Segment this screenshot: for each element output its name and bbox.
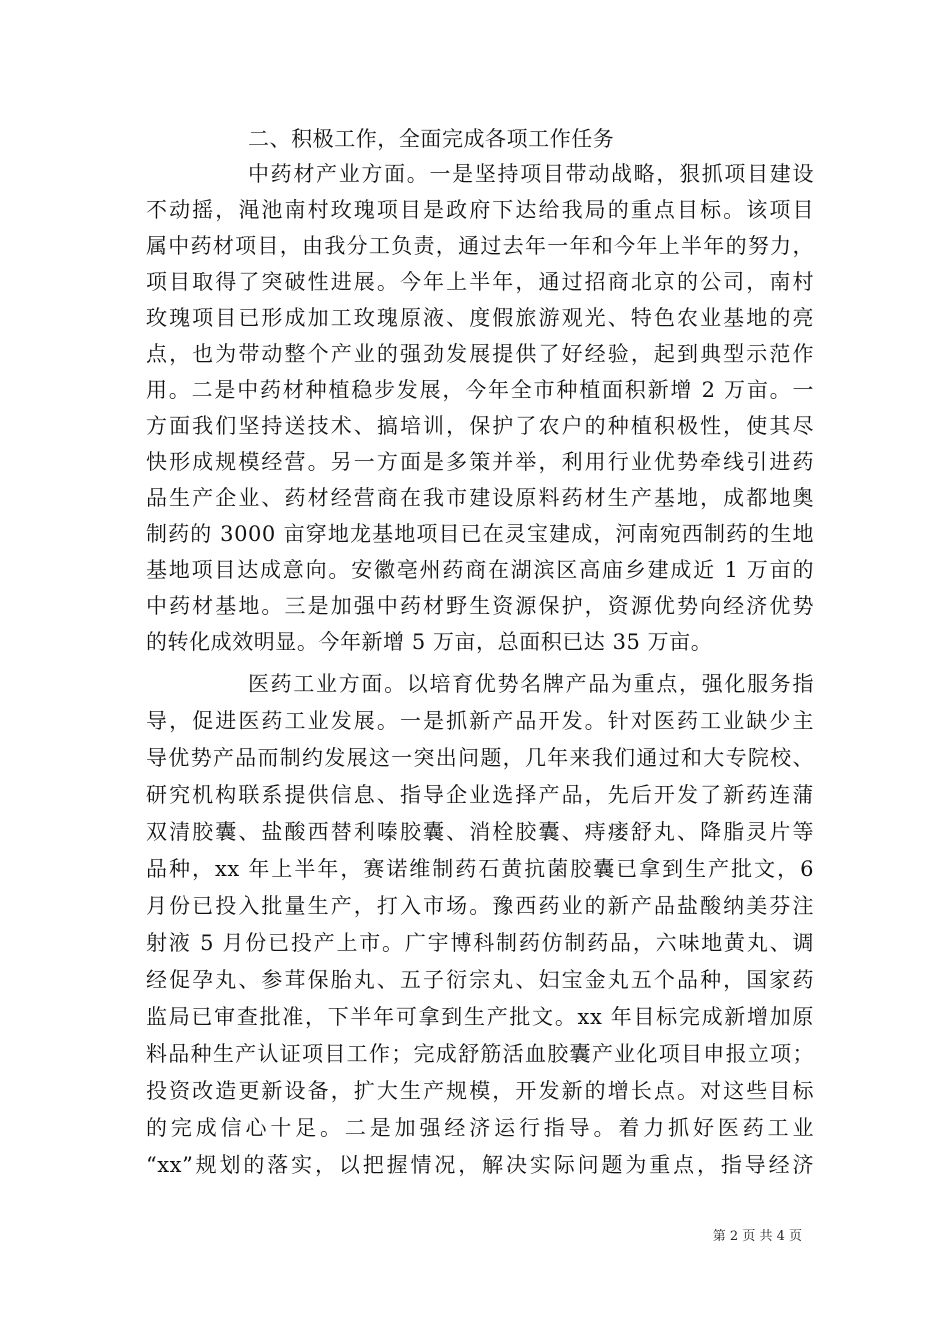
paragraph-line: 的完成信心十足。二是加强经济运行指导。着力抓好医药工业 — [146, 1116, 814, 1140]
paragraph-line: 医药工业方面。以培育优势名牌产品为重点，强化服务指 — [248, 672, 814, 696]
paragraph-line: 不动摇，渑池南村玫瑰项目是政府下达给我局的重点目标。该项目 — [146, 198, 814, 222]
paragraph-line: 投资改造更新设备，扩大生产规模，开发新的增长点。对这些目标 — [146, 1079, 814, 1103]
paragraph-line: 中药材产业方面。一是坚持项目带动战略，狠抓项目建设 — [248, 162, 814, 186]
paragraph-line: 快形成规模经营。另一方面是多策并举，利用行业优势牵线引进药 — [146, 450, 814, 474]
paragraph-line: 的转化成效明显。今年新增 5 万亩，总面积已达 35 万亩。 — [146, 630, 713, 654]
paragraph-line: 用。二是中药材种植稳步发展，今年全市种植面积新增 2 万亩。一 — [146, 378, 814, 402]
paragraph-line: 导，促进医药工业发展。一是抓新产品开发。针对医药工业缺少主 — [146, 709, 814, 733]
paragraph-line: 月份已投入批量生产，打入市场。豫西药业的新产品盐酸纳美芬注 — [146, 894, 814, 918]
paragraph-line: 研究机构联系提供信息、指导企业选择产品，先后开发了新药连蒲 — [146, 783, 814, 807]
section-heading: 二、积极工作，全面完成各项工作任务 — [248, 127, 615, 151]
paragraph-line: 料品种生产认证项目工作；完成舒筋活血胶囊产业化项目申报立项； — [146, 1042, 814, 1066]
paragraph-line: “xx”规划的落实，以把握情况，解决实际问题为重点，指导经济 — [146, 1153, 814, 1177]
paragraph-line: 项目取得了突破性进展。今年上半年，通过招商北京的公司，南村 — [146, 270, 814, 294]
paragraph-line: 品种，xx 年上半年，赛诺维制药石黄抗菌胶囊已拿到生产批文，6 — [146, 857, 814, 881]
page-number-footer: 第 2 页 共 4 页 — [712, 1229, 802, 1244]
paragraph-line: 品生产企业、药材经营商在我市建设原料药材生产基地，成都地奥 — [146, 486, 814, 510]
paragraph-line: 经促孕丸、参茸保胎丸、五子衍宗丸、妇宝金丸五个品种，国家药 — [146, 968, 814, 992]
paragraph-line: 基地项目达成意向。安徽亳州药商在湖滨区高庙乡建成近 1 万亩的 — [146, 558, 814, 582]
paragraph-line: 玫瑰项目已形成加工玫瑰原液、度假旅游观光、特色农业基地的亮 — [146, 306, 814, 330]
paragraph-line: 双清胶囊、盐酸西替利嗪胶囊、消栓胶囊、痔瘘舒丸、降脂灵片等 — [146, 820, 814, 844]
paragraph-line: 中药材基地。三是加强中药材野生资源保护，资源优势向经济优势 — [146, 594, 814, 618]
paragraph-line: 点，也为带动整个产业的强劲发展提供了好经验，起到典型示范作 — [146, 342, 814, 366]
paragraph-line: 监局已审查批准，下半年可拿到生产批文。xx 年目标完成新增加原 — [146, 1005, 814, 1029]
paragraph-line: 方面我们坚持送技术、搞培训，保护了农户的种植积极性，使其尽 — [146, 414, 814, 438]
paragraph-line: 制药的 3000 亩穿地龙基地项目已在灵宝建成，河南宛西制药的生地 — [146, 522, 814, 546]
paragraph-line: 射液 5 月份已投产上市。广宇博科制药仿制药品，六味地黄丸、调 — [146, 931, 814, 955]
paragraph-line: 属中药材项目，由我分工负责，通过去年一年和今年上半年的努力， — [146, 234, 814, 258]
paragraph-line: 导优势产品而制约发展这一突出问题，几年来我们通过和大专院校、 — [146, 746, 814, 770]
